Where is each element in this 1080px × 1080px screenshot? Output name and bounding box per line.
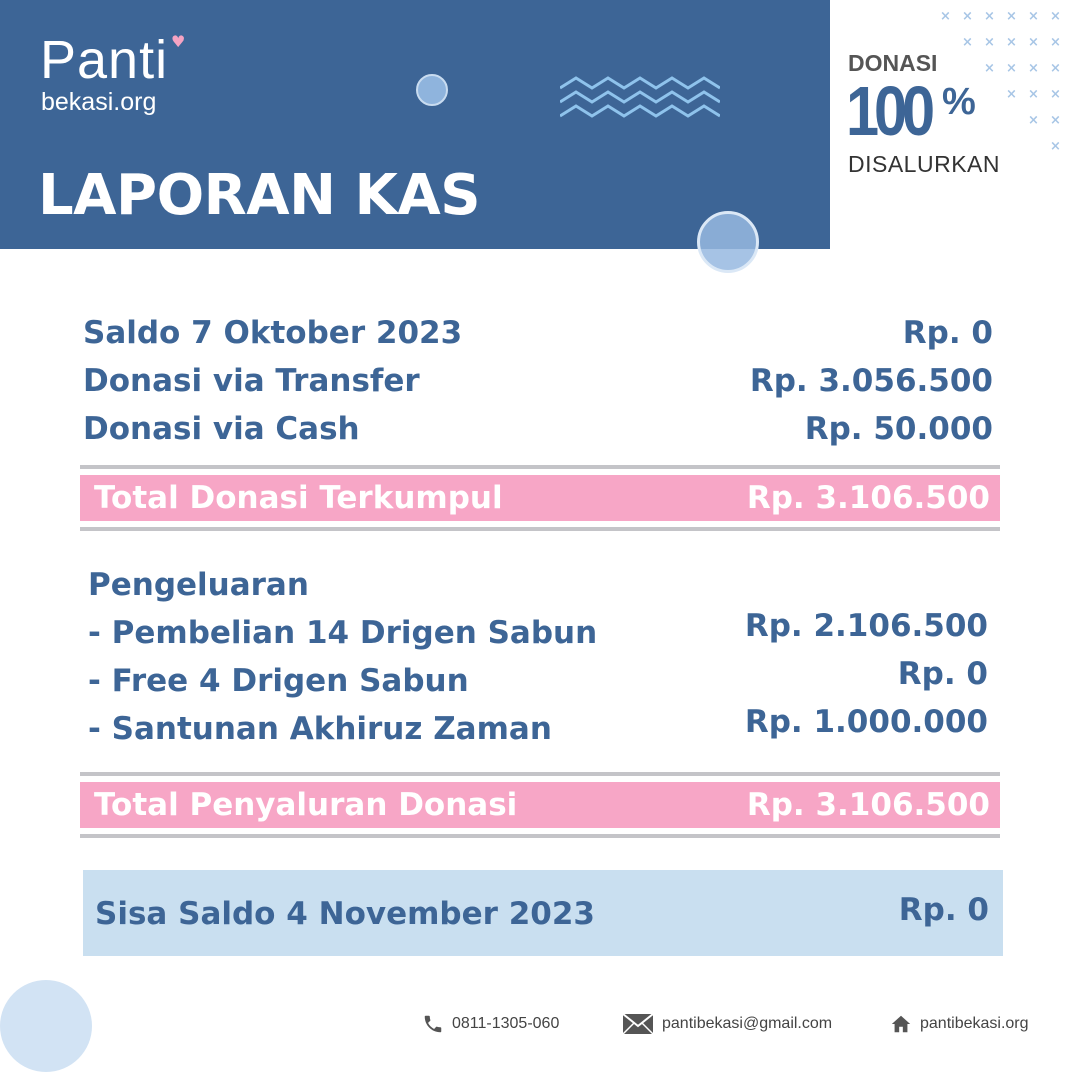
remaining-balance-label: Sisa Saldo 4 November 2023 <box>95 896 595 932</box>
badge-number: 100 <box>846 72 930 150</box>
website-link[interactable]: pantibekasi.org <box>920 1015 1029 1032</box>
total-collected-label: Total Donasi Terkumpul <box>94 480 503 516</box>
phone-icon <box>422 1013 444 1035</box>
row-value: Rp. 3.056.500 <box>749 363 993 399</box>
total-distributed-value: Rp. 3.106.500 <box>746 787 990 823</box>
row-label: - Free 4 Drigen Sabun <box>88 663 469 699</box>
decorative-circle <box>0 980 92 1072</box>
x-mark: × <box>1028 9 1039 24</box>
zigzag-decoration <box>560 74 720 118</box>
row-label: - Santunan Akhiruz Zaman <box>88 711 552 747</box>
expenses-heading-label: Pengeluaran <box>88 567 309 603</box>
decorative-bubble-large <box>697 211 759 273</box>
contact-website <box>890 1010 1029 1038</box>
row-value: Rp. 0 <box>902 315 993 351</box>
x-mark: × <box>1028 35 1039 50</box>
divider <box>80 772 1000 776</box>
x-mark: × <box>962 9 973 24</box>
x-mark: × <box>1050 35 1061 50</box>
ledger-row-opening-balance <box>83 309 993 357</box>
logo-subtitle: bekasi.org <box>41 88 157 116</box>
x-mark: × <box>1028 113 1039 128</box>
badge-bottom-text: DISALURKAN <box>848 151 1000 177</box>
expense-row <box>88 705 988 753</box>
remaining-balance-bar <box>83 870 1003 956</box>
x-mark: × <box>1050 139 1061 154</box>
expense-row <box>88 609 988 657</box>
x-mark: × <box>962 35 973 50</box>
ledger-row-cash <box>83 405 993 453</box>
total-collected-bar <box>80 475 1000 521</box>
contact-phone <box>422 1010 559 1038</box>
row-value: Rp. 0 <box>897 656 988 692</box>
badge-top-text: DONASI <box>848 50 938 76</box>
row-value: Rp. 2.106.500 <box>744 608 988 644</box>
row-label: Saldo 7 Oktober 2023 <box>83 315 463 351</box>
divider <box>80 465 1000 469</box>
row-label: - Pembelian 14 Drigen Sabun <box>88 615 598 651</box>
total-distributed-bar <box>80 782 1000 828</box>
total-collected-value: Rp. 3.106.500 <box>746 480 990 516</box>
row-value: Rp. 50.000 <box>804 411 993 447</box>
x-mark: × <box>1028 61 1039 76</box>
x-mark: × <box>1006 87 1017 102</box>
row-value: Rp. 1.000.000 <box>744 704 988 740</box>
x-mark: × <box>1050 9 1061 24</box>
x-mark: × <box>1050 113 1061 128</box>
row-label: Donasi via Transfer <box>83 363 420 399</box>
x-mark: × <box>940 9 951 24</box>
x-mark: × <box>1006 35 1017 50</box>
divider <box>80 834 1000 838</box>
remaining-balance-value: Rp. 0 <box>898 892 989 928</box>
email-address[interactable]: pantibekasi@gmail.com <box>662 1015 833 1032</box>
x-mark: × <box>1006 61 1017 76</box>
page-title: LAPORAN KAS <box>38 163 481 228</box>
header-banner <box>0 0 830 249</box>
x-mark: × <box>1050 61 1061 76</box>
divider <box>80 527 1000 531</box>
row-label: Donasi via Cash <box>83 411 360 447</box>
x-mark: × <box>1050 87 1061 102</box>
x-mark: × <box>1028 87 1039 102</box>
mail-icon <box>622 1013 654 1035</box>
x-mark: × <box>1006 9 1017 24</box>
contact-email <box>622 1010 832 1038</box>
badge-percent: % <box>942 81 976 123</box>
home-icon <box>890 1013 912 1035</box>
ledger-row-transfer <box>83 357 993 405</box>
x-mark: × <box>984 35 995 50</box>
total-distributed-label: Total Penyaluran Donasi <box>94 787 518 823</box>
heart-icon: ♥ <box>171 32 186 51</box>
x-mark: × <box>984 61 995 76</box>
x-mark: × <box>984 9 995 24</box>
logo-name: Panti <box>40 30 169 90</box>
phone-number[interactable]: 0811-1305-060 <box>452 1015 560 1032</box>
decorative-bubble <box>416 74 448 106</box>
